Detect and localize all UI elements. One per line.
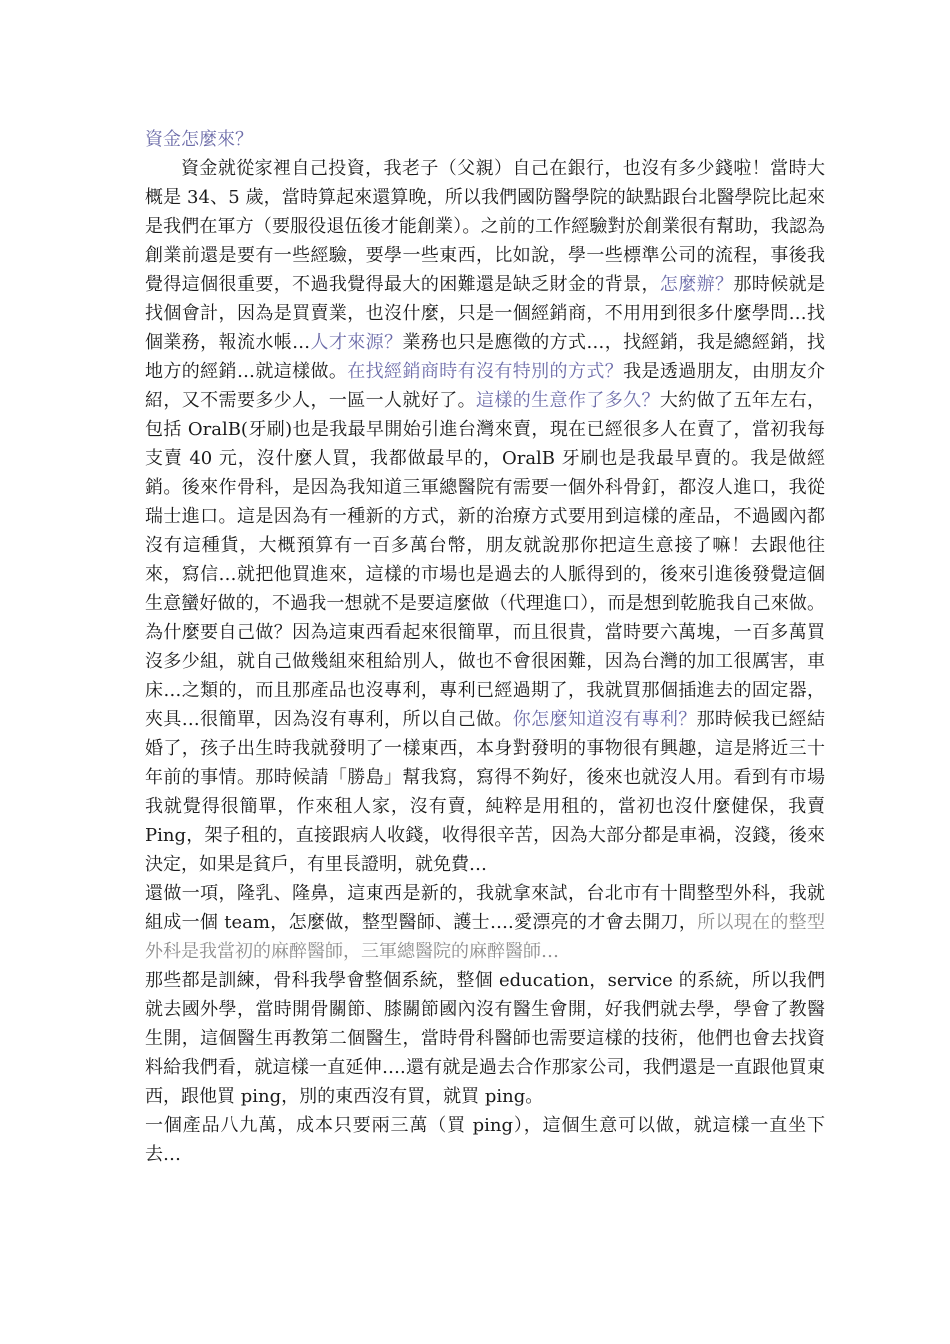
- interview-question: 你怎麼知道沒有專利？: [512, 709, 697, 730]
- interview-question: 人才來源？: [310, 332, 403, 353]
- text-segment: 那時候我已經結婚了，孩子出生時我就發明了一樣東西，本身對發明的事物很有興趣，這是將近三十年前的事情。那時候請「勝島」幫我寫，寫得不夠好，後來也就沒人用。看到有市場我就覺得很簡單，作來租人家，沒有賣，純粹是用租的，當初也沒什麼健保，我賣 Ping，架子租的，直接跟病人收錢，收得很辛苦，因為大部分都是車禍，沒錢，後來決定，如果是貧戶，有里長證明，就免費…: [145, 709, 826, 875]
- paragraph-training: 那些都是訓練，骨科我學會整個系統，整個 education，service 的系統，所以我們就去國外學，當時開骨關節、膝關節國內沒有醫生會開，好我們就去學，學會了教醫生開，這個醫生再教第二個醫生，當時骨科醫師也需要這樣的技術，他們也會去找資料給我們看，就這樣一直延伸….還有就是過去合作那家公司，我們還是一直跟他買東西，跟他買 ping，別的東西沒有買，就買 ping。: [145, 970, 825, 1107]
- text-segment: 業務也只是應徵的方式…，找經銷，我是總經銷，找地方的經銷…就這樣做。: [145, 332, 826, 382]
- section-heading: 資金怎麼來？: [145, 129, 253, 150]
- interview-question: 在找經銷商時有沒有特別的方式？: [347, 361, 624, 382]
- text-segment: 還做一項，隆乳、隆鼻，這東西是新的，我就拿來試，台北市有十間整型外科，我就組成一個 team，怎麼做，整型醫師、護士….愛漂亮的才會去開刀，: [145, 883, 825, 933]
- text-segment: 大約做了五年左右，包括 OralB(牙刷)也是我最早開始引進台灣來賣，現在已經很多人在賣了，當初我每支賣 40 元，沒什麼人買，我都做最早的，OralB 牙刷也是我最早賣的。我是做經銷。後來作骨科，是因為我知道三軍總醫院有需要一個外科骨釘，都沒人進口，我從瑞士進口。這是因為有一種新的方式，新的治療方式要用到這樣的產品，不過國內都沒有這種貨，大概預算有一百多萬台幣，朋友就說那你把這生意接了嘛！去跟他往來，寫信…就把他買進來，這樣的市場也是過去的人脈得到的，後來引進後發覺這個生意蠻好做的，不過我一想就不是要這麼做（代理進口），而是想到乾脆我自己來做。為什麼要自己做？因為這東西看起來很簡單，而且很貴，當時要六萬塊，一百多萬買沒多少組，就自己做幾組來租給別人，做也不會很困難，因為台灣的加工很厲害，車床…之類的，而且那產品也沒專利，專利已經過期了，我就買那個插進去的固定器，夾具…很簡單，因為沒有專利，所以自己做。: [145, 390, 826, 730]
- text-segment: 那時候就是找個會計，因為是買賣業，也沒什麼，只是一個經銷商，不用用到很多什麼學問…找個業務，報流水帳…: [145, 274, 826, 353]
- interview-question: 怎麼辦？: [659, 274, 734, 295]
- text-segment: 我是透過朋友，由朋友介紹，又不需要多少人，一區一人就好了。: [145, 361, 826, 411]
- interview-question: 這樣的生意作了多久？: [476, 390, 660, 411]
- gray-note: 所以現在的整型外科是我當初的麻醉醫師，三軍總醫院的麻醉醫師…: [145, 912, 825, 962]
- paragraph-product-cost: 一個產品八九萬，成本只要兩三萬（買 ping），這個生意可以做，就這樣一直坐下去…: [145, 1115, 825, 1165]
- paragraph-funding: [145, 154, 825, 879]
- paragraph-cosmetic-surgery: [145, 879, 825, 966]
- text-segment: 資金就從家裡自己投資，我老子（父親）自己在銀行，也沒有多少錢啦！當時大概是 34、5 歲，當時算起來還算晚，所以我們國防醫學院的缺點跟台北醫學院比起來是我們在軍方（要服役退伍後才能創業）。之前的工作經驗對於創業很有幫助，我認為創業前還是要有一些經驗，要學一些東西，比如說，學一些標準公司的流程，事後我覺得這個很重要，不過我覺得最大的困難還是缺乏財金的背景，: [145, 158, 825, 295]
- document-body: [145, 125, 825, 1169]
